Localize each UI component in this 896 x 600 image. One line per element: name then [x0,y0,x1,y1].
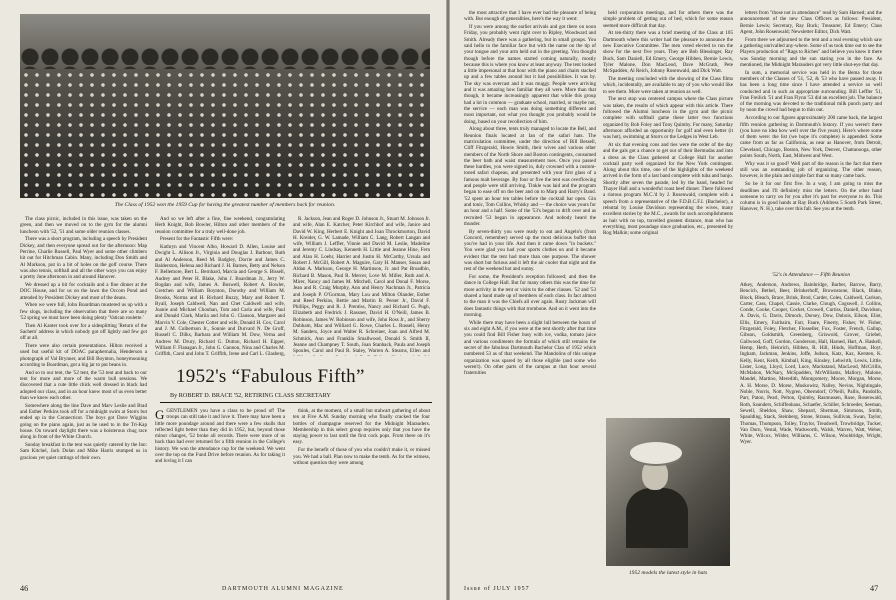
paragraph: By seven-thirty you were ready to eat and Angelo's (from Concord, remember) served up the most delicious buffet that you've had in your life. And then it came down "in buckets." You were glad you had your sports clothes on and it became evident that the tent had more than one purpose. The shower was short but furious and it left the air cooler that night and the rest of the weekend hot and sunny. [464,228,596,273]
right-page-number: 47 [870,584,879,593]
paragraph: At six that evening cons and ties were the order of the day and the gals got a chance to get out of their Bermudas and into a dress as the Class gathered at College Hall for another cocktail party well organized for the New York contingent. Along about this time, one of the highlights of the weekend arrived in the form of a last band complete with tuba and banjo. Shortly after seven the parade, led by the band, headed for Thayer Hall and a wonderful roast beef dinner. There followed a riotous program M.C.'d by J. Rosenwald, complete with a speech from a representative of the F.D.B.C.F.I. (Bachelor), a rebuttal by Louise Davidson representing the wives, many excellent stories by the M.C., awards for such accomplishments as hair with no top, travelled greatest distance, man who has everything, most poundage since graduation, etc., presented by Rog Malkin; some original [603,141,733,237]
story-column-2 [293,408,430,578]
paragraph: the most attractive that I have ever had the pleasure of being with. But enough of generalities, here's the way it went: [464,10,596,23]
right-column-1 [464,10,596,578]
hat-photo [606,418,730,566]
paragraph: We dressed up a bit for cocktails and a fine dinner at the DOC House, and for us on the lawn the Occom Pond and attended by President Dickey and most of the deans. [20,281,147,301]
paragraph: Present for the Fantastic Fifth were: [160,236,234,243]
paragraph: And so we left after a fine, fine weekend, congratulating Herb Knight, Bob Bowler, Hilton and other members of the reunion committee for a truly well-done job. [155,216,285,235]
paragraph: For some, the President's reception followed; and then the dance in College Hall. But for many others this was the time for more activity in the tent or visits to the other classes. '52 and '53 shared a band made up of members of each class. In fact almost to the man it was the Chiefs all over again. Rusty Jackman will does fantastic things with that trombone. And on it went into the morning. [464,274,596,318]
paragraph: Sunday breakfast in the tent was quietly catered by the Inn: Sam Kitchel, Jack Dolan and Mike Harris stumped us in gracious yet quiet cuttings of their own. [20,442,147,461]
paragraph: held corporation meetings, and for others there was the simple problem of getting out of bed, which for some reason seemed more difficult that day. [603,10,733,29]
paragraph: The next stop was centered campus where the Class picture was taken, the results of which appear with this article. There followed the Alumni luncheon in the gym and the picnic complete with softball game these latter two functions organized by Bob Foley and Tony Quimby. For many, Saturday afternoon afforded an opportunity for golf and even better (it was hot), swimming at Storrs or the Ledges in West Leb. [603,96,733,141]
paragraph: If you were among the earlier arrivals and got there on noon Friday, you probably went right over to Ripley, Woodward and Smith. Already there was a gathering, but in small groups. You said hello to the familiar face but with the name on the tip of your tongue and your arm held out in the greeting. You thought though before the names started coming naturally, mostly because this is where you know at least anyway. The tent looked a little impersonal at that hour with the piano and chairs stacked up and a few tables around but it had possibilities. It was by. The sky was overcast and it was muggy. People were arriving and it was amazing how familiar they all were. More than that though, it became increasingly apparent that while this group had a lot in common — graduate school, married, or maybe not, the service — each man was doing something different and most important, not what you thought you probably would be doing, based on your recollection of him. [464,24,596,125]
article-title: 1952's “Fabulous Fifth” [176,366,365,387]
left-page [0,0,446,600]
byline-rule [160,402,432,403]
paragraph: According to our figures approximately 200 came back, the largest fifth reunion gathering in Dartmouth's history. If you weren't there (you have no idea how well over the five years). Here's where some of them were: the list (we hope it's complete) is appended. Some came from as far as California, as near as Hanover, from Detroit, Cleveland, Chicago, Boston, New York, Denver, Chattanooga, other points South, North, East, Midwest and West. [740,115,882,160]
hat-photo-caption: 1952 models the latest style in hats [628,570,708,576]
paragraph: letters from "those not in attendance" read by Sam Harned; and the announcement of the new Class Officers as follows: President, Bernie Lewis; Secretary, Ray Buck; Treasurer, Ed Emery; Class Agent, John Rosenwald; Newsletter Editor, Dick Watt. [740,10,882,35]
left-column-3 [293,216,430,356]
left-column-2 [155,216,285,356]
paragraph: Kathryn and Vincent Albo, Howard D. Allen, Louise and Dwight L. Allison Jr., Virginia and Douglas J. Barbour, Ruth and Al Anderson, Reed M. Badgley, Dorrie and James C. Balderston, Helena and Richard J. H. Barnes, Betty and Nelson F. Bellemore, Bert L. Bernhard, Marcia and George S. Bissell, Audrey and Peter H. Blake, John J. Boardman Jr., Jerry W. Bogdan and wife, James A. Boswell, Robert A. Bowler, Gretchen and William Boynton, Dorothy and William M. Brooks, Norma and H. Richard Buzzy, Mary and Robert T. Byall, Joseph Caldwell, Nan and Chet Caldwell and wife, Joanie and Michael Chouhan, Tom and Carla and wife, Paul and Donald Clark, Mariia and John G. Clauson, Margaret and Marvin V. Cole, Chester Cotter and wife, Donald H. Cox, Carol and J. M. Culbertson Jr., Sonnie and Durvard N. De Groff, Russell C. Dilks, Barbara and William M. Dow, Verna and Andrew M. Drury, Richard G. Dutton, Richard H. Eipper, William F. Flanagan Jr., John G. Gannon, Nina and Charles M. Griffith, Carol and John T. Griffith, Irene and Carl L. Glasberg, [155,244,285,356]
right-footer: Issue of JULY 1957 [464,586,530,592]
paragraph: The class picnic, included in this issue, was taken on the green, and then we moved on to the gym for the alumni luncheon with '52, '51 and some older reunion classes. [20,216,147,235]
paragraph: Along about three, tents truly managed to locate the Bell, and Reunion finals located at Ian of the safari hats. The matriculation committee, under the direction of Bill Bessell, Cliff Fitzgerald, Howie Smith, their wives and various other members of the North Shore and Boston contingents, consumed the beer bath and waist measurement toes. Once you passed these hurdles, you were signed in, duly crowned with a custom-toned safari chapeau, and presented with your first glass of a famous malt beverage. By four or five the tent was overflowing and people were still arriving. Tinkle was laid and the program began to ease off on the beer and on to Marp and Harry's Band. '52 spent an hour ten tables before the cocktail bar open. Gin and tonic, Tom Collins, Whisky and — the choice was yours for an hour and a half. Some of the '53's began to drift over and as recruited '53 began in appearance. And nobody heard the thunder. [464,126,596,227]
left-footer: DARTMOUTH ALUMNI MAGAZINE [222,586,344,592]
story-column-1 [155,408,285,578]
paragraph: The meeting concluded with the showing of the Class films which, incidentally, are available to any of you who would like to see them. More were taken at reunion as well. [603,75,733,95]
story-text-3: For the benefit of those of you who couldn't make it, or missed you. We had a ball. Plan now to make the tenth. As for the witness, without question they were among [293,447,430,466]
paragraph: And so to our tent, the '52 tent, the '53 tent and back to our tent for more and more of the warm bull sessions. We discovered that a cute little chick well dressed in black had adopted our class, and in an hour knew most of us even better than we knew each other. [20,369,147,402]
left-column-1 [20,216,147,576]
paragraph: At ten-thirty there was a brief meeting of the Class at 105 Dartmouth where this writer had the pleasure to announce the new Executive Committee. The men voted elected to run the show for the next five years. They are Bob Blessinger, Ray Buck, Sam Daniell, Ed Emery, George Hibben, Bernie Lewis, Tyler Malone, Don MacLeod, Dave McGrath, Pete McSpadden, Al Reich, Johnny Rosenwald, and Dick Watt. [603,30,733,75]
paragraph: So be it for our first five. In a way, I am going to miss the deadlines and I'll definitely miss the letters. On the other hand someone to carry on for you after it's past for everyone to do. This column is in good hands at Ray Buck (Address 5 South Park Street, Hanover, N. H.), take over this fall. See you at the tenth. [740,181,882,213]
paragraph: Somewhere along the line Dave and Marv Leslie and Brad and Esther Perkins took off for a midnight swim at Storrs but ended up in the Connecticut. The boys got Dave Wiggins going on the piano again, just as he used to in the Tri-Kap house. On toward daylight there was a boisterous chug race along in front of the White Church. [20,402,147,441]
attendance-names: Atkey, Anderson, Andrews, Bainbridge, Barber, Barrow, Barry, Bencich, Bethel, Beer, Brinkerhoff, Brownstone, Black, Blake, Block, Bleach, Brace, Brink, Brod, Carder, Coles, Caldwell, Carlson, Carter, Cass, Chapel, Cassie, Clarke, Clough, Cogswell, J. Collins, Conde, Cooke, Cooper, Cocket, Crowell, Curtiss, Daniell, Davidson, A. Davis, G. Davis, Dimock, Dorsey, Dow, Dubois, Eilson, Eliot, Ellis, Emery, Fairbairn, Farr, Faure, Finerty, Fisher, W. Fisher, Fitzgerald, Foley, Fletcher, Flosseller, Fox, Foster, French, Gallup, Gibson, Goldsmith, Greenberg, Griswold, Grover, Griebel, Gallwood, Goff, Gordon, Gunderson, Hall, Harned, Hart, A. Haskell, Hemp, Herb, Heinrich, Hibben, R. Hill, Hinds, Hoffman, Hoyt, Ingham, Jackman, Jenkins, Joffe, Judson, Katz, Kaz, Kersten, K. Kelly, Kent, Keith, Kimball, King, Kinsley, Lehwirth, Lewis, Little, Lister, Long, Lloyd, Lord, Luce, Mackstand, MacLeod, McCrillis, McMahon, McNary, McSpadden, McWilliams, Mallory, Malone, Mandel, Martino, Meredith, Montgomery, Moore, Morgan, Morse, A. H. Morse, D. Morse, Moskowitz, Nalley, Nevins, Nightingale, Noble, Norris, Nott, Nygren, Oberndorf, O'Neill, Pallis, Pandolfo, Parr, Paton, Pearl, Pelton, Quimby, Rasmussen, Rose, Rosenwald, Roth, Saunders, Schiffenhaus, Schaefer, Schiller, Schroeder, Seeman, Sewell, Sheldon, Shaw, Shepard, Sherman, Simmons, Smith, Spaulding, Stack, Steinberg, Stone, Strauss, Sullivan, Swan, Taylor, Thomas, Thompson, Tolley, Traylor, Treadwell, Trowbridge, Tucker, Van Dorn, Vestal, Wade, Wadsworth, Walsh, Warren, Watt, Weber, White, Wilcox, Wilder, Williams, C. Wilson, Wooldridge, Wright, Wyer. [740,282,882,446]
attendance-heading: '52's in Attendance — Fifth Reunion [771,272,851,278]
paragraph: There were also certain presentations. Hilton received a used but useful kit of DOAC paraphernalia, Henderson a photograph of Val Brynner, and Bill Boynton, honeymooning according to Boardman, got a big jar to put beans in. [20,343,147,369]
right-page [450,0,896,600]
story-text-1: GENTLEMEN you have a class to be proud of! The troops can still take it and love it. There may have been a little more poundage around and there were a few skulls that reflected light better than they did in 1952, but, beyond those minor changes, '52 broke all records. There were more of us back than had ever returned for a fifth reunion in the College's history. We won the attendance cup for the weekend. We went over the top on the Fund Drive before reunion. As for taking it and loving it I can [155,408,285,465]
paragraph: When we were full, John Boardman mustered us up with a few slogs, including the observation that there are so many '52 spring we must have been doing plenty 'Vatican roulette.' [20,302,147,321]
paragraph: From there we adjourned to the tent and a real evening which saw a gathering unrivalled any-where. Some of us took time out to see the Players production of "Rags to Riches" and believe you knew it there was Sunday morning and the sun staring you in the face. As mentioned, the Midnight Marauders got very little shut-eye that day. [740,36,882,68]
left-page-number: 46 [20,584,29,593]
right-column-2 [603,10,733,412]
paragraph: R. Jackson, Jean and Roger D. Johnson Jr., Stuart M. Johnson Jr. and wife, Alan E. Katcher, Peter Kirchhof and wife, Janice and David W. King, Herbert E. Knight and Joan Throckmorton, David H. Kreider, G. W. Lamade, William C. Lang, Robert Langan and wife, William J. Leffler, Vinnie and David M. Leslie, Madeline and Jeremy C. Lindsay, Kenneth H. Little and Jeanne Hine, Fern and Alan H. Loehr, Harriet and Justin H. McCarthy, Ursula and Robert J. McGill, Robert A. Maguire, Gary H. Manser, Susan and Aldan A. Markson, George H. Martinson, Jr. and Pat Broadbin, Richard B. Mason, Paul R. Mercer, Love M. Miller, Ruth and A. Mirer, Nancy and James M. Mitchell, Carol and Donal F. Morse, Jean and R. Craig Murphy, Ann and Henry Nachman Jr., Patricia and Joseph P. O'Gorman, Mary Lou and Milton Olander, Esther and Reed Perkins, Bettie and Martin B. Perser Jr., David F. Phillips, Peggy and R. J. Prentiss, Nancy and Richard G. Pugh, Elizabeth and Fredrick J. Rassner, David H. O'Neill, James B. Robinson, James W. Robinson and wife, John Ross Jr., and Sherry Dubham, Mac and Williard G. Rowe, Charles L. Russell, Henry M. Sanders, Joyce and Walter R. Schreiner, Joan and Alfred M. Schmick, Ann and Franklin Smallwood, Donald S. Smith II, Jeanne and Champney T. South, Joan Stanback, Paula and Joseph Spoules, Carol and Paul R. Staley, Warren A. Stearns, Ellen and [293,216,430,355]
paragraph: While there may have been a slight lull between the hours of six and eight A.M., if you were at the tent shortly after that time you could find Bill Fisher busy with ice, vodka, tomato juice and various condiments the formula of which still remains the secret of the fabulous Dartmouth Bachelor Clan of 1952 which numbered 53 as of that weekend. The Mandolins of this unique organization was spared by all those eligible (and some who weren't). On other parts of the campus at that hour several fraternities [464,319,596,377]
paragraph: There was a short program, including a speech by President Dickey, and then everyone spread out for the afternoon: Map Perrine, Charlie Russell, Paul Wyer and some other climbers hit out for Hitchman Cabin. Many, including Don Smith and Al Markson, put in a bit of holes on the golf course. There was also tennis, softball and all the other ways you can enjoy a pretty June afternoon in and around Hanover. [20,236,147,281]
class-group-photo [20,14,430,198]
paragraph: Then Al Kanter took over for a sidesplitting 'Return of the Sachem' address in which nobody got off lightly and few got off at all. [20,322,147,342]
paragraph: Why was it so good? Well part of the reason is the fact that there still was an outstanding job of organizing. The other reason, however, is the plain and simple fact that so many came back. [740,160,882,180]
drop-cap: G [155,408,165,422]
attendance-list [740,282,882,578]
story-text-2: think, at the moment, of a small but stalwart gathering of about ten at Five A.M. Sunday morning who finally cracked the four bottles of champagne reserved for the Midnight Marauders. Membership in this select group requires only that you have the staying power to last until the first cock pops. From there on it's easy. [293,408,430,446]
right-column-3 [740,10,882,268]
photo-caption: The Class of 1952 won the 1959 Cup for having the greatest number of members back for reunion. [114,202,336,208]
paragraph: In sum, a memorial service was held in the Bema for those members of the Classes of '51, '52, & '53 who have passed away. It has been a long time since I have attended a service so well conducted and in such an appropriate surrounding. Bill Leffler '51, Fran Freilick '51 and Fran Flynn '53 did an excellent job. The balance of the morning was devoted to the traditional milk punch party and by noon the crowd had begun to thin out. [740,69,882,114]
article-byline: By ROBERT D. BRACE '52, RETIRING CLASS SECRETARY [170,392,331,399]
